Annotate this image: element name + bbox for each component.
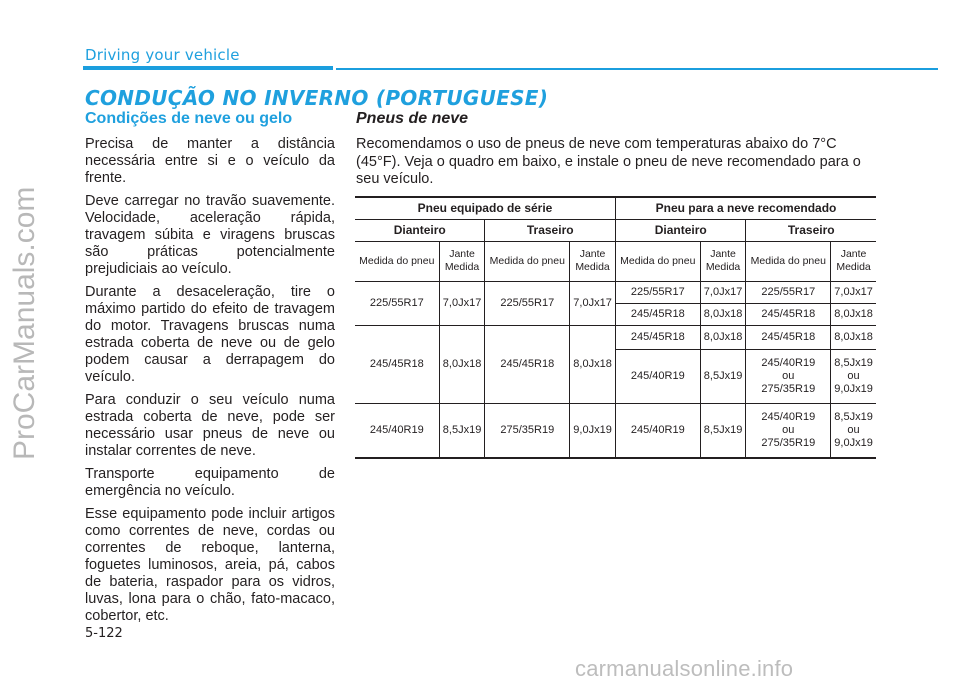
- left-subheading: Condições de neve ou gelo: [85, 110, 293, 127]
- table-row: [355, 325, 876, 349]
- col-rim: [570, 241, 616, 281]
- table-cell: 8,5Jx19: [700, 403, 746, 458]
- table-cell: 8,0Jx18: [570, 325, 616, 403]
- cell-line: 275/35R19: [761, 436, 816, 449]
- table-cell: 275/35R19: [485, 403, 570, 458]
- paragraph: Transporte equipamento de emergência no veículo.: [85, 466, 335, 499]
- table-cell: [746, 349, 831, 403]
- header-rear: Traseiro: [746, 219, 876, 241]
- header-standard-tire: Pneu equipado de série: [355, 197, 615, 219]
- paragraph: Precisa de manter a distância necessária entre si e o veículo da frente.: [85, 136, 335, 186]
- col-rim-line1: Jante: [579, 248, 606, 260]
- table-header-row: [355, 197, 876, 219]
- cell-line: 275/35R19: [761, 382, 816, 395]
- table-cell: 7,0Jx17: [439, 281, 485, 325]
- table-cell: 245/45R18: [615, 303, 700, 325]
- table-cell: 225/55R17: [615, 281, 700, 303]
- col-tire-size: Medida do pneu: [485, 241, 570, 281]
- table-cell: 8,0Jx18: [831, 325, 876, 349]
- table-cell: 7,0Jx17: [831, 281, 876, 303]
- table-cell: 245/45R18: [746, 303, 831, 325]
- table-row: [355, 403, 876, 458]
- table-cell: [831, 403, 876, 458]
- table-cell: 225/55R17: [355, 281, 439, 325]
- cell-line: 9,0Jx19: [834, 436, 873, 449]
- table-cell: 245/45R18: [615, 325, 700, 349]
- header-rear: Traseiro: [485, 219, 616, 241]
- right-subheading: Pneus de neve: [356, 110, 469, 127]
- table-cell: 245/40R19: [615, 349, 700, 403]
- cell-line: ou: [847, 423, 860, 436]
- table-cell: 245/40R19: [355, 403, 439, 458]
- header-bar-accent: [83, 66, 333, 70]
- cell-line: 8,5Jx19: [834, 356, 873, 369]
- header-bar-rule: [336, 68, 938, 70]
- table-cell: 225/55R17: [485, 281, 570, 325]
- table-cell: 245/40R19: [615, 403, 700, 458]
- section-title: Driving your vehicle: [85, 46, 240, 64]
- col-rim-line2: Medida: [705, 261, 741, 273]
- col-rim-line2: Medida: [444, 261, 480, 273]
- col-rim: [700, 241, 746, 281]
- col-rim-line2: Medida: [836, 261, 871, 273]
- table-cell: 245/45R18: [485, 325, 570, 403]
- main-heading: CONDUÇÃO NO INVERNO (PORTUGUESE): [85, 86, 549, 110]
- table-header-row: [355, 219, 876, 241]
- table-cell: 245/45R18: [746, 325, 831, 349]
- table-cell: 8,5Jx19: [439, 403, 485, 458]
- col-rim-line1: Jante: [840, 248, 867, 260]
- table-cell: [746, 403, 831, 458]
- header-front: Dianteiro: [355, 219, 485, 241]
- table-cell: 225/55R17: [746, 281, 831, 303]
- table-row: [355, 281, 876, 303]
- col-rim-line1: Jante: [710, 248, 736, 260]
- cell-line: ou: [782, 423, 795, 436]
- header-snow-tire: Pneu para a neve recomendado: [615, 197, 876, 219]
- header-front: Dianteiro: [615, 219, 746, 241]
- table-cell: 7,0Jx17: [700, 281, 746, 303]
- cell-line: 245/40R19: [761, 356, 816, 369]
- paragraph: Esse equipamento pode incluir artigos como correntes de neve, cordas ou correntes de reboque, lanterna, foguetes luminosos, areia, pá, cabos de bateria, raspador para os vidros, luvas, lona para o chão, fato-macaco, cobertor, etc.: [85, 506, 335, 624]
- col-tire-size: Medida do pneu: [746, 241, 831, 281]
- col-tire-size: Medida do pneu: [615, 241, 700, 281]
- cell-line: 245/40R19: [761, 410, 816, 423]
- cell-line: ou: [847, 369, 860, 382]
- side-watermark: ProCarManuals.com: [8, 186, 41, 460]
- table-cell: 7,0Jx17: [570, 281, 616, 325]
- snow-tire-table: [355, 196, 876, 459]
- side-watermark-container: [8, 20, 48, 460]
- col-rim: [831, 241, 876, 281]
- table-cell: 8,0Jx18: [439, 325, 485, 403]
- col-tire-size: Medida do pneu: [355, 241, 439, 281]
- table-cell: 8,0Jx18: [831, 303, 876, 325]
- col-rim-line1: Jante: [449, 248, 475, 260]
- cell-line: ou: [782, 369, 795, 382]
- bottom-watermark: carmanualsonline.info: [575, 656, 794, 681]
- paragraph: Para conduzir o seu veículo numa estrada coberta de neve, pode ser necessário usar pneus de neve ou instalar correntes de neve.: [85, 392, 335, 459]
- right-intro: Recomendamos o uso de pneus de neve com temperaturas abaixo do 7°C (45°F). Veja o quadro em baixo, e instale o pneu de neve recomendado para o seu veículo.: [356, 136, 861, 187]
- table-header-row: [355, 241, 876, 281]
- col-rim-line2: Medida: [575, 261, 610, 273]
- paragraph: Deve carregar no travão suavemente. Velocidade, aceleração rápida, travagem súbita e viragens bruscas são práticas potencialmente prejudiciais ao veículo.: [85, 193, 335, 277]
- paragraph: Durante a desaceleração, tire o máximo partido do efeito de travagem do motor. Travagens bruscas numa estrada coberta de neve ou de gelo podem causar a derrapagem do veículo.: [85, 284, 335, 385]
- page-number: 5-122: [85, 626, 123, 641]
- table-cell: 8,5Jx19: [700, 349, 746, 403]
- left-column: [85, 136, 335, 631]
- table-cell: [831, 349, 876, 403]
- cell-line: 8,5Jx19: [834, 410, 873, 423]
- table-cell: 9,0Jx19: [570, 403, 616, 458]
- table-cell: 8,0Jx18: [700, 325, 746, 349]
- col-rim: [439, 241, 485, 281]
- table-cell: 245/45R18: [355, 325, 439, 403]
- cell-line: 9,0Jx19: [834, 382, 873, 395]
- table-cell: 8,0Jx18: [700, 303, 746, 325]
